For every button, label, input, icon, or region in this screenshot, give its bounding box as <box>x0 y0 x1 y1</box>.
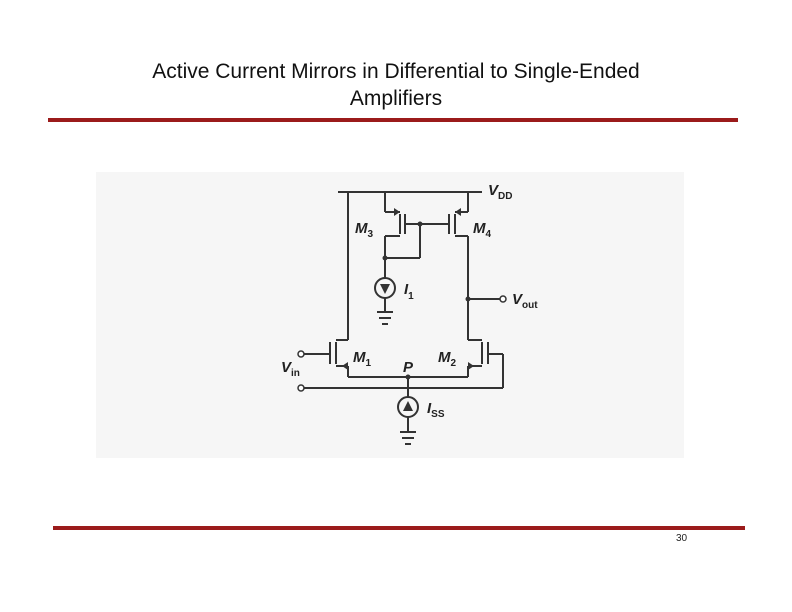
vout-label: $V_{out}$ <box>512 291 538 311</box>
slide-title <box>60 58 732 112</box>
circuit-figure <box>96 172 684 458</box>
vdd-label: $V_{DD}$ <box>488 182 513 202</box>
iss-arrow-icon <box>403 401 413 411</box>
vout-terminal <box>500 296 506 302</box>
vin-terminal-top <box>298 351 304 357</box>
vin-terminal-bottom <box>298 385 304 391</box>
m1-transistor <box>303 340 348 377</box>
m1-label: $M_1$ <box>353 349 372 369</box>
node-dot <box>383 256 388 261</box>
m2-label: $M_2$ <box>438 349 457 369</box>
m4-label: $M_4$ <box>473 220 492 240</box>
title-line-2: Amplifiers <box>349 87 443 110</box>
iss-label: $I_{SS}$ <box>427 400 445 420</box>
i1-label: $I_1$ <box>404 281 414 302</box>
vin-label: $V_{in}$ <box>281 359 300 379</box>
m3-transistor <box>385 192 420 258</box>
top-divider <box>48 118 738 122</box>
m1-arrow-icon <box>342 362 348 370</box>
title-line-1: Active Current Mirrors in Differential to Single-Ended <box>152 60 640 83</box>
node-dot <box>418 222 423 227</box>
circuit-diagram <box>96 172 684 458</box>
node-p-label: P <box>403 359 414 376</box>
page-number: 30 <box>676 533 688 544</box>
m3-label: $M_3$ <box>355 220 374 240</box>
bottom-divider <box>53 526 745 530</box>
m2-arrow-icon <box>468 362 474 370</box>
i1-arrow-icon <box>380 284 390 294</box>
node-dot <box>466 297 471 302</box>
